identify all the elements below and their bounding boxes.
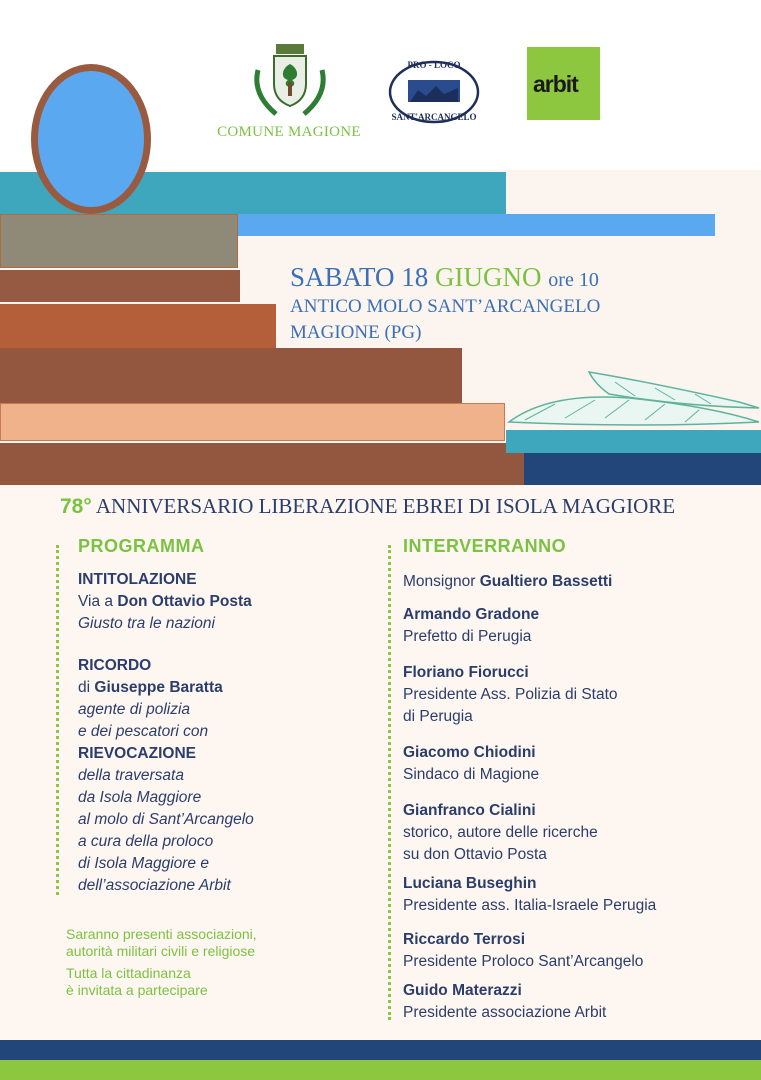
speaker-entry (403, 800, 598, 866)
grey-step (0, 214, 238, 268)
speaker-role: Sindaco di Magione (403, 766, 540, 783)
interverranno-heading: INTERVERRANNO (403, 536, 567, 556)
anniversary-text: ANNIVERSARIO LIBERAZIONE EBREI DI ISOLA MAGGIORE (95, 494, 676, 518)
arbit-logo (527, 47, 600, 120)
event-place: ANTICO MOLO SANT’ARCANGELO (290, 296, 601, 317)
intitolazione-name: Don Ottavio Posta (117, 593, 252, 610)
proloco-bottom-text: SANT'ARCANGELO (391, 112, 477, 122)
programma-dotted-rule (56, 545, 59, 895)
rievocazione-line: dell’associazione Arbit (78, 877, 231, 894)
ricordo-name: Giuseppe Baratta (94, 679, 223, 696)
speaker-monsignor (403, 571, 612, 593)
speaker-role: su don Ottavio Posta (403, 846, 547, 863)
ricordo-line2: agente di polizia (78, 701, 191, 718)
rievocazione-line: da Isola Maggiore (78, 789, 202, 806)
page-title (60, 494, 760, 519)
speaker-name: Riccardo Terrosi (403, 931, 526, 948)
speaker-entry (403, 980, 606, 1024)
note-line: è invitata a partecipare (66, 982, 208, 998)
intitolazione-subtitle: Giusto tra le nazioni (78, 615, 215, 632)
speaker-entry (403, 604, 539, 648)
speaker-role: Prefetto di Perugia (403, 628, 532, 645)
intitolazione-block (78, 569, 252, 635)
sky-band (236, 214, 715, 236)
speaker-entry (403, 662, 618, 728)
brown-step-2 (0, 304, 276, 348)
speaker-entry (403, 929, 643, 973)
intitolazione-label: INTITOLAZIONE (78, 571, 197, 588)
oval-mirror (31, 64, 151, 214)
brown-step-1 (0, 270, 240, 302)
event-town: MAGIONE (PG) (290, 322, 422, 343)
speaker-name: Floriano Fiorucci (403, 664, 529, 681)
footer-green-band (0, 1060, 761, 1080)
rievocazione-line: di Isola Maggiore e (78, 855, 209, 872)
speaker-name: Gianfranco Cialini (403, 802, 536, 819)
arbit-logo-text: arbit (533, 71, 578, 97)
speaker-role: di Perugia (403, 708, 473, 725)
footer-navy-band (0, 1040, 761, 1060)
rievocazione-label: RIEVOCAZIONE (78, 745, 196, 762)
speaker-title: Monsignor (403, 573, 476, 590)
event-time: ore 10 (548, 269, 599, 291)
speaker-entry (403, 742, 539, 786)
programma-heading: PROGRAMMA (78, 536, 205, 556)
ricordo-label: RICORDO (78, 657, 152, 674)
ricordo-pre: di (78, 679, 91, 696)
comune-label: COMUNE MAGIONE (217, 124, 361, 140)
event-month: GIUGNO (435, 262, 542, 292)
brown-step-4 (0, 443, 524, 485)
ricordo-line3: e dei pescatori con (78, 723, 209, 740)
speaker-name: Luciana Buseghin (403, 875, 537, 892)
peach-step (0, 403, 505, 441)
comune-crest-logo (250, 40, 330, 122)
note-line: autorità militari civili e religiose (66, 943, 256, 959)
rievocazione-line: della traversata (78, 767, 184, 784)
navy-water (524, 453, 761, 485)
speaker-name: Armando Gradone (403, 606, 540, 623)
speaker-name: Gualtiero Bassetti (479, 573, 613, 590)
proloco-logo (388, 56, 480, 128)
speaker-role: storico, autore delle ricerche (403, 824, 598, 841)
event-date (290, 262, 599, 293)
anniversary-number: 78° (60, 495, 92, 518)
event-day: SABATO 18 (290, 262, 429, 292)
speaker-name: Guido Materazzi (403, 982, 522, 999)
note-line: Saranno presenti associazioni, (66, 926, 257, 942)
interverranno-dotted-rule (388, 545, 391, 1020)
rievocazione-line: a cura della proloco (78, 833, 214, 850)
speaker-entry (403, 873, 656, 917)
proloco-top-text: PRO - LOCO (407, 60, 461, 70)
rievocazione-line: al molo di Sant’Arcangelo (78, 811, 254, 828)
ricordo-block (78, 655, 254, 897)
speaker-role: Presidente associazione Arbit (403, 1004, 607, 1021)
speaker-name: Giacomo Chiodini (403, 744, 536, 761)
intitolazione-pre: Via a (78, 593, 114, 610)
note-line: Tutta la cittadinanza (66, 965, 191, 981)
boats-illustration (505, 364, 761, 434)
speaker-role: Presidente Proloco Sant’Arcangelo (403, 953, 644, 970)
speaker-role: Presidente ass. Italia-Israele Perugia (403, 897, 657, 914)
speaker-role: Presidente Ass. Polizia di Stato (403, 686, 618, 703)
